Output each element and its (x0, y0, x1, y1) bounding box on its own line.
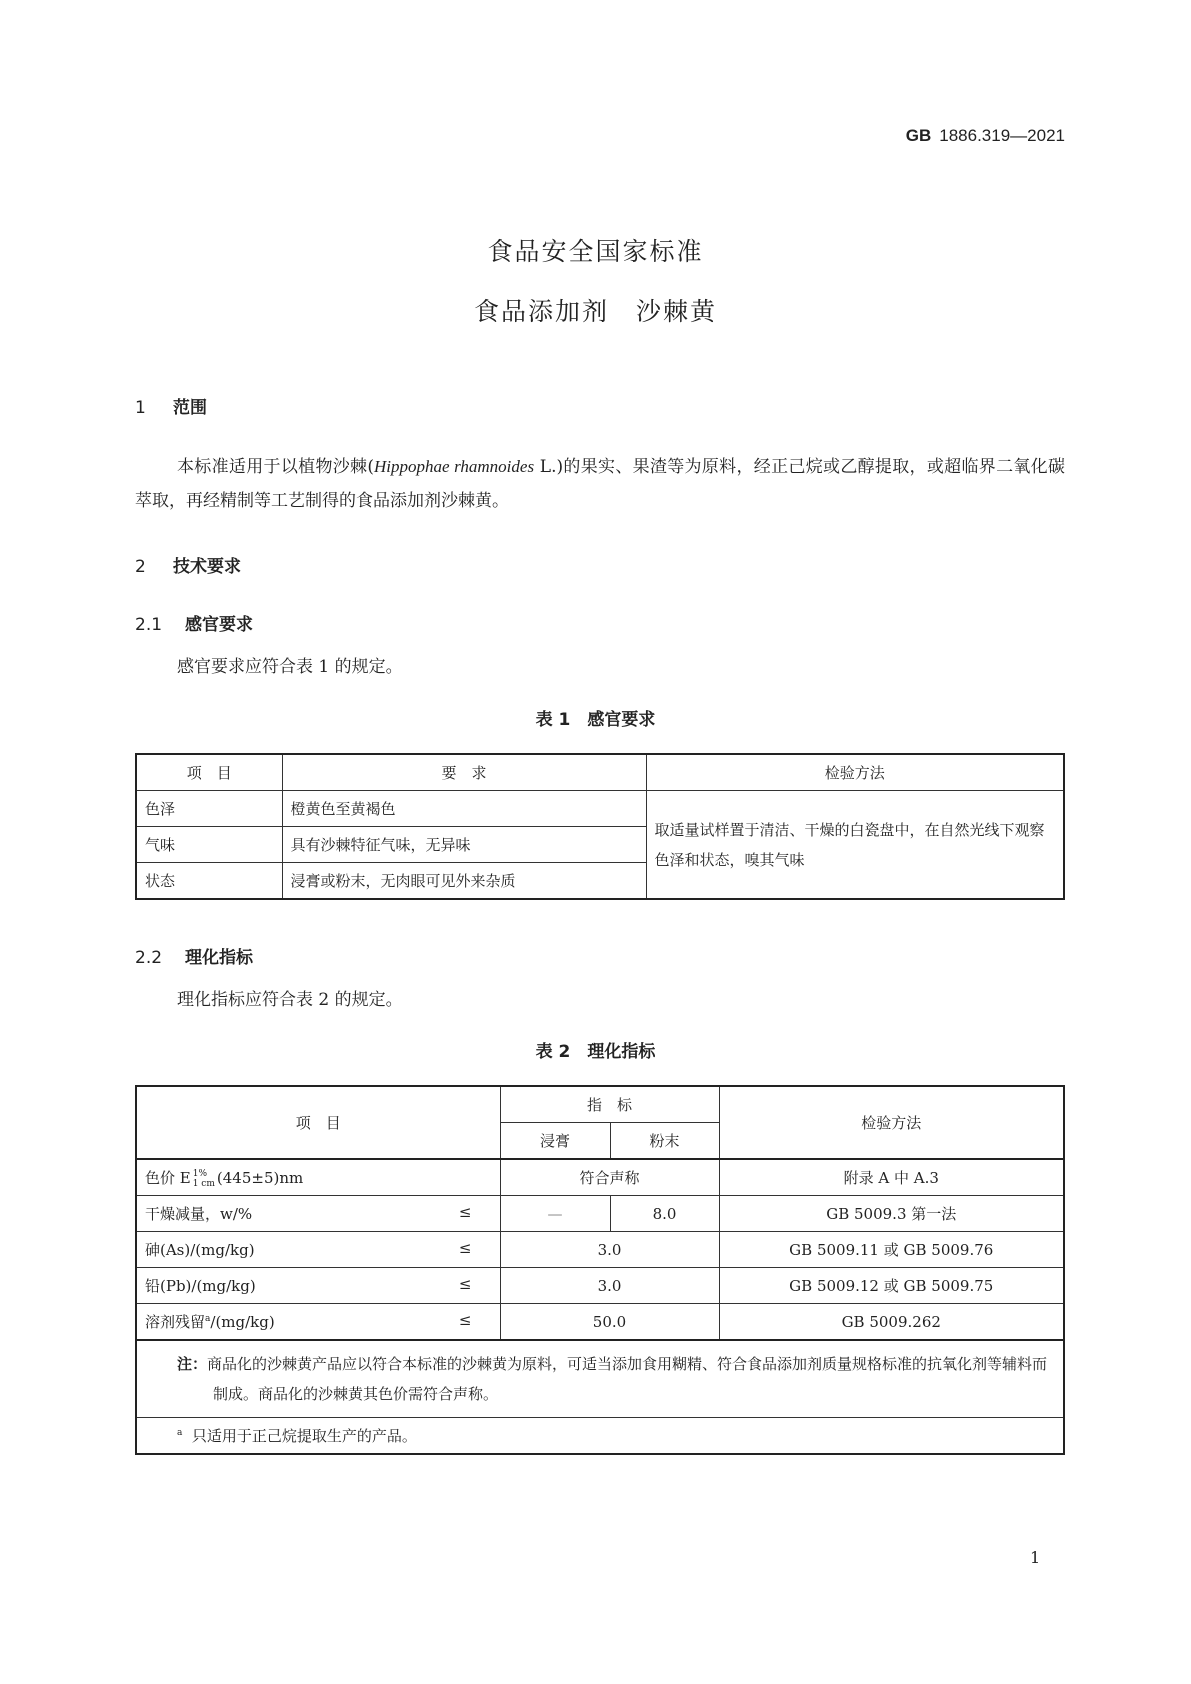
item-text: /(mg/kg) (210, 1313, 275, 1331)
section-number: 2.1 (135, 615, 163, 635)
section-number: 1 (135, 398, 146, 418)
table-1-caption: 表 1 感官要求 (535, 710, 656, 730)
cell-method: GB 5009.11 或 GB 5009.76 (719, 1232, 1064, 1268)
cell-item: 色泽 (136, 791, 282, 827)
cell-method: 取适量试样置于清洁、干燥的白瓷盘中，在自然光线下观察色泽和状态，嗅其气味 (646, 791, 1064, 900)
item-text: 溶剂残留 (145, 1313, 206, 1331)
cell-method: GB 5009.262 (719, 1304, 1064, 1341)
scope-text-b: L.)的果实、果渣等为原料，经正己烷或乙醇提取，或超临界二氧化碳萃取，再经精制等工艺制得的食品添加剂沙棘黄。 (135, 457, 1065, 511)
header-index: 指 标 (500, 1086, 719, 1123)
section-1-heading (135, 393, 207, 418)
note-text: 商品化的沙棘黄产品应以符合本标准的沙棘黄为原料，可适当添加食用糊精、符合食品添加剂质量规格标准的抗氧化剂等辅料而制成。商品化的沙棘黄其色价需符合声称。 (207, 1355, 1048, 1403)
cell-item: 气味 (136, 827, 282, 863)
cell-requirement: 橙黄色至黄褐色 (282, 791, 646, 827)
section-2-heading (135, 552, 241, 577)
scope-paragraph (135, 450, 1065, 518)
footnote-text: 只适用于正己烷提取生产的产品。 (191, 1427, 417, 1445)
cell-item (136, 1159, 500, 1196)
note-cell (136, 1340, 1064, 1418)
cell-value: 符合声称 (500, 1159, 719, 1196)
section-number: 2 (135, 557, 146, 577)
section-title: 理化指标 (185, 948, 253, 968)
item-text: 色价 E (145, 1168, 191, 1187)
table-row (136, 1196, 1064, 1232)
standard-prefix: GB (905, 126, 932, 145)
document-subtitle: 食品添加剂 沙棘黄 (473, 297, 717, 326)
cell-method: GB 5009.12 或 GB 5009.75 (719, 1268, 1064, 1304)
section-2-2-text: 理化指标应符合表 2 的规定。 (177, 990, 403, 1010)
table-footnote (136, 1418, 1064, 1455)
cell-item (136, 1268, 500, 1304)
le-symbol: ≤ (458, 1275, 472, 1293)
table-row (136, 1232, 1064, 1268)
le-symbol: ≤ (458, 1311, 472, 1329)
table-1 (135, 753, 1065, 900)
table-row (136, 1159, 1064, 1196)
cell-requirement: 浸膏或粉末，无肉眼可见外来杂质 (282, 863, 646, 900)
section-title: 技术要求 (173, 557, 241, 577)
header-powder: 粉末 (610, 1123, 719, 1160)
superscript: 1% (192, 1168, 207, 1179)
footnote-cell (136, 1418, 1064, 1455)
header-item: 项 目 (136, 754, 282, 791)
item-text: 干燥减量，w/% (145, 1205, 253, 1223)
cell-value: 50.0 (500, 1304, 719, 1341)
header-requirement: 要 求 (282, 754, 646, 791)
header-method: 检验方法 (719, 1086, 1064, 1159)
cell-item: 状态 (136, 863, 282, 900)
item-text: 砷(As)/(mg/kg) (145, 1241, 255, 1259)
item-text: (445±5)nm (216, 1168, 304, 1187)
cell-powder: 8.0 (610, 1196, 719, 1232)
document-title: 食品安全国家标准 (487, 237, 704, 266)
header-method: 检验方法 (646, 754, 1064, 791)
table-2-caption: 表 2 理化指标 (535, 1042, 656, 1062)
footnote-ref: a (205, 1314, 211, 1324)
section-2-2-heading (135, 943, 253, 968)
cell-value: 3.0 (500, 1268, 719, 1304)
section-2-1-text: 感官要求应符合表 1 的规定。 (177, 657, 403, 677)
cell-requirement: 具有沙棘特征气味，无异味 (282, 827, 646, 863)
cell-value: 3.0 (500, 1232, 719, 1268)
scope-text-a: 本标准适用于以植物沙棘( (177, 457, 374, 477)
le-symbol: ≤ (458, 1203, 472, 1221)
page-number: 1 (1030, 1548, 1041, 1567)
footnote-mark: a (177, 1428, 183, 1438)
subscript: 1 cm (192, 1178, 215, 1189)
section-number: 2.2 (135, 948, 163, 968)
section-2-1-heading (135, 610, 253, 635)
standard-number: 1886.319—2021 (939, 126, 1065, 145)
cell-item (136, 1304, 500, 1341)
cell-method: GB 5009.3 第一法 (719, 1196, 1064, 1232)
item-text: 铅(Pb)/(mg/kg) (145, 1277, 256, 1295)
header-item: 项 目 (136, 1086, 500, 1159)
cell-method: 附录 A 中 A.3 (719, 1159, 1064, 1196)
latin-name: Hippophae rhamnoides (374, 457, 535, 476)
table-row (136, 791, 1064, 827)
note-label: 注： (177, 1355, 208, 1373)
standard-code (906, 126, 1065, 146)
section-title: 感官要求 (185, 615, 253, 635)
cell-item (136, 1232, 500, 1268)
table-note (136, 1340, 1064, 1418)
le-symbol: ≤ (458, 1239, 472, 1257)
section-title: 范围 (173, 398, 207, 418)
cell-item (136, 1196, 500, 1232)
table-row (136, 1304, 1064, 1341)
header-extract: 浸膏 (500, 1123, 610, 1160)
table-row (136, 1268, 1064, 1304)
cell-extract: — (500, 1196, 610, 1232)
table-2 (135, 1085, 1065, 1455)
